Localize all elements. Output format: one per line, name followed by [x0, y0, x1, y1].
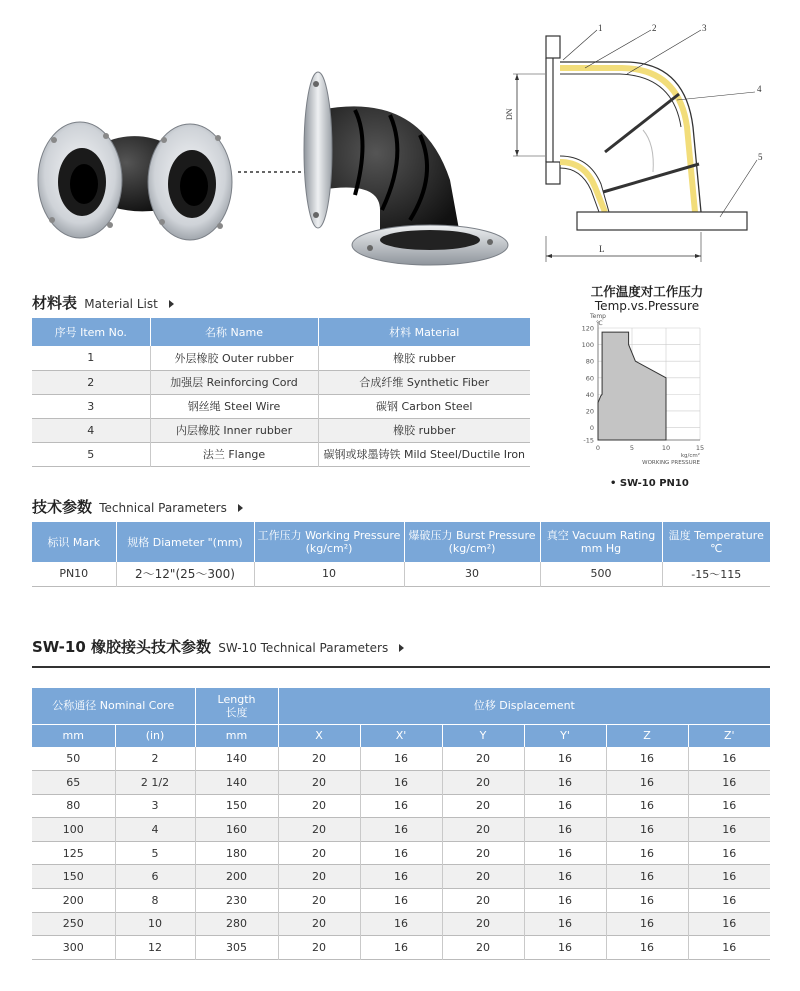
- sw-cell: 16: [524, 912, 606, 936]
- sw-cell: 16: [606, 794, 688, 818]
- sw-cell: 20: [442, 912, 524, 936]
- sw-subheader: X': [360, 724, 442, 747]
- sw-subheader: mm: [32, 724, 115, 747]
- chart-y-axis-unit: ℃: [596, 320, 603, 327]
- table-row: [32, 889, 770, 913]
- chart-y-tick-label: 60: [585, 374, 594, 383]
- sw-cell: 280: [195, 912, 278, 936]
- material-cell: 3: [32, 394, 150, 418]
- material-cell: 1: [32, 346, 150, 370]
- tech-header-temperature: 温度 Temperature ℃: [662, 522, 770, 562]
- diagram-label-5: 5: [758, 152, 763, 162]
- sw-cell: 16: [688, 912, 770, 936]
- chart-y-tick-label: 0: [589, 424, 594, 433]
- sw-cell: 20: [278, 794, 360, 818]
- tech-params-title-en: Technical Parameters: [99, 501, 227, 515]
- material-cell: 内层橡胶 Inner rubber: [150, 418, 318, 442]
- table-row: [32, 771, 770, 795]
- chart-title-en: Temp.vs.Pressure: [594, 299, 700, 313]
- sw-cell: 16: [524, 818, 606, 842]
- tech-cell-mark: PN10: [32, 562, 116, 586]
- material-cell: 4: [32, 418, 150, 442]
- sw-cell: 16: [606, 889, 688, 913]
- material-cell: 钢丝绳 Steel Wire: [150, 394, 318, 418]
- chart-y-tick-label: 20: [585, 407, 594, 416]
- sw-subheader: Y: [442, 724, 524, 747]
- sw-cell: 100: [32, 818, 115, 842]
- chart-y-tick-label: 120: [581, 324, 594, 333]
- tech-cell-temperature: -15～115: [691, 567, 742, 581]
- sw-cell: 20: [442, 936, 524, 960]
- sw-cell: 250: [32, 912, 115, 936]
- material-cell: 橡胶 rubber: [393, 351, 456, 365]
- diagram-l-label: L: [599, 244, 605, 254]
- sw-cell: 16: [722, 893, 737, 907]
- material-cell: 合成纤维 Synthetic Fiber: [318, 370, 530, 394]
- sw-cell: 65: [32, 771, 115, 795]
- sw-cell: 16: [606, 912, 688, 936]
- material-row: [32, 418, 530, 442]
- material-cell: 2: [32, 370, 150, 394]
- sw-cell: 5: [115, 841, 195, 865]
- material-cell: 橡胶 rubber: [318, 418, 530, 442]
- sw-cell: 305: [195, 936, 278, 960]
- sw-cell: 4: [115, 818, 195, 842]
- sw-subheader: Y': [524, 724, 606, 747]
- material-cell: 5: [32, 442, 150, 466]
- tech-cell-diameter: 2～12"(25～300): [116, 562, 254, 586]
- sw-cell: 80: [32, 794, 115, 818]
- sw-cell: 20: [442, 865, 524, 889]
- cross-section-diagram: [505, 22, 775, 267]
- material-list-table: [32, 318, 530, 467]
- sw-cell: 16: [360, 747, 442, 771]
- chart-y-tick-label: -15: [583, 436, 594, 445]
- material-row: [32, 370, 530, 394]
- sw-cell: 20: [442, 771, 524, 795]
- tech-params-heading: [32, 496, 243, 517]
- temp-pressure-chart: [560, 310, 720, 490]
- diagram-dn-label: DN: [505, 108, 514, 120]
- sw-cell: 16: [360, 841, 442, 865]
- table-row: [32, 794, 770, 818]
- sw-cell: 3: [115, 794, 195, 818]
- chart-x-tick-label: 10: [661, 444, 671, 452]
- material-header-material: 材料 Material: [318, 318, 530, 346]
- chart-x-axis-label: WORKING PRESSURE: [642, 460, 700, 466]
- sw-cell: 8: [115, 889, 195, 913]
- tech-cell-burst-pressure: 30: [404, 562, 540, 586]
- sw-cell: 140: [195, 747, 278, 771]
- sw-cell: 20: [442, 841, 524, 865]
- sw-subheader: mm: [195, 724, 278, 747]
- product-photo-front: [30, 110, 240, 250]
- material-header-item: 序号 Item No.: [32, 318, 150, 346]
- material-cell: 碳钢 Carbon Steel: [375, 400, 473, 413]
- sw-cell: 20: [442, 794, 524, 818]
- sw-cell: 2: [115, 747, 195, 771]
- sw-cell: 16: [606, 936, 688, 960]
- sw-cell: 16: [606, 841, 688, 865]
- material-header-name: 名称 Name: [150, 318, 318, 346]
- tech-params-title-cn: 技术参数: [32, 498, 93, 516]
- sw-params-table: [32, 688, 770, 960]
- chart-y-tick-label: 80: [585, 357, 594, 366]
- tech-cell-vacuum: 500: [540, 562, 662, 586]
- sw-cell: 20: [442, 747, 524, 771]
- sw-cell: 2 1/2: [115, 771, 195, 795]
- sw-cell: 16: [524, 841, 606, 865]
- tech-header-burst-pressure: 爆破压力 Burst Pressure (kg/cm²): [404, 522, 540, 562]
- sw-cell: 16: [606, 747, 688, 771]
- sw-cell: 20: [278, 818, 360, 842]
- diagram-label-4: 4: [757, 84, 762, 94]
- sw-cell: 180: [195, 841, 278, 865]
- sw-cell: 16: [524, 865, 606, 889]
- table-row: [32, 912, 770, 936]
- sw-cell: 16: [524, 889, 606, 913]
- sw-params-title-en: SW-10 Technical Parameters: [218, 641, 389, 655]
- table-row: [32, 936, 770, 960]
- material-cell: 加强层 Reinforcing Cord: [150, 370, 318, 394]
- sw-cell: 230: [195, 889, 278, 913]
- sw-cell: 20: [278, 771, 360, 795]
- sw-cell: 140: [195, 771, 278, 795]
- chart-x-axis-unit: kg/cm²: [680, 453, 700, 459]
- sw-cell: 6: [115, 865, 195, 889]
- sw-cell: 16: [606, 771, 688, 795]
- chart-title-cn: 工作温度对工作压力: [590, 284, 704, 299]
- sw-header-length: Length 长度: [195, 688, 278, 724]
- sw-cell: 125: [32, 841, 115, 865]
- diagram-label-2: 2: [652, 23, 657, 33]
- sw-cell: 16: [524, 747, 606, 771]
- material-row: [32, 394, 530, 418]
- triangle-arrow-icon: [169, 300, 174, 308]
- sw-cell: 16: [360, 771, 442, 795]
- material-cell: 法兰 Flange: [150, 442, 318, 466]
- chart-caption: • SW-10 PN10: [610, 478, 689, 489]
- section-divider: [32, 666, 770, 668]
- chart-y-tick-label: 100: [581, 341, 594, 350]
- chart-y-tick-label: 40: [585, 390, 594, 399]
- sw-cell: 16: [722, 752, 737, 766]
- sw-cell: 16: [524, 771, 606, 795]
- material-cell: 外层橡胶 Outer rubber: [150, 346, 318, 370]
- sw-cell: 16: [360, 912, 442, 936]
- chart-x-tick-label: 0: [595, 444, 601, 452]
- sw-cell: 16: [360, 794, 442, 818]
- sw-subheader: X: [278, 724, 360, 747]
- sw-cell: 16: [360, 818, 442, 842]
- sw-cell: 10: [115, 912, 195, 936]
- sw-cell: 150: [195, 794, 278, 818]
- dashed-connector: [238, 170, 308, 174]
- sw-subheader: (in): [115, 724, 195, 747]
- sw-cell: 16: [688, 865, 770, 889]
- sw-subheader: Z: [606, 724, 688, 747]
- table-row: [32, 747, 770, 771]
- sw-cell: 20: [278, 936, 360, 960]
- sw-subheader: Z': [688, 724, 770, 747]
- sw-header-displacement: 位移 Displacement: [278, 688, 770, 724]
- sw-cell: 160: [195, 818, 278, 842]
- table-row: [32, 818, 770, 842]
- sw-cell: 16: [606, 865, 688, 889]
- material-cell: 碳钢或球墨铸铁 Mild Steel/Ductile Iron: [323, 448, 526, 461]
- sw-cell: 20: [278, 841, 360, 865]
- material-row: [32, 346, 530, 370]
- chart-title: [572, 282, 722, 313]
- sw-cell: 20: [278, 889, 360, 913]
- material-list-title-en: Material List: [84, 297, 158, 311]
- table-row: [32, 865, 770, 889]
- tech-params-table: [32, 522, 770, 587]
- tech-header-diameter: 规格 Diameter "(mm): [116, 522, 254, 562]
- sw-cell: 200: [195, 865, 278, 889]
- sw-cell: 20: [278, 865, 360, 889]
- tech-header-working-pressure: 工作压力 Working Pressure (kg/cm²): [254, 522, 404, 562]
- material-list-title-cn: 材料表: [32, 294, 78, 312]
- sw-cell: 200: [32, 889, 115, 913]
- material-row: [32, 442, 530, 466]
- sw-params-title-cn: SW-10 橡胶接头技术参数: [32, 638, 211, 656]
- table-row: [32, 841, 770, 865]
- sw-cell: 20: [278, 747, 360, 771]
- sw-cell: 16: [688, 771, 770, 795]
- chart-y-axis-label: Temp: [590, 313, 606, 320]
- diagram-label-1: 1: [598, 23, 603, 33]
- sw-cell: 16: [524, 936, 606, 960]
- material-list-heading: [32, 292, 174, 313]
- tech-header-mark: 标识 Mark: [32, 522, 116, 562]
- sw-header-nominal: 公称通径 Nominal Core: [32, 688, 195, 724]
- sw-cell: 16: [360, 936, 442, 960]
- sw-cell: 16: [722, 941, 737, 955]
- sw-cell: 16: [360, 889, 442, 913]
- sw-cell: 20: [442, 889, 524, 913]
- sw-cell: 16: [524, 794, 606, 818]
- sw-cell: 20: [278, 912, 360, 936]
- sw-cell: 16: [688, 818, 770, 842]
- sw-cell: 16: [722, 799, 737, 813]
- sw-cell: 20: [442, 818, 524, 842]
- sw-cell: 12: [115, 936, 195, 960]
- product-photo-elbow: [300, 70, 510, 275]
- chart-x-tick-label: 15: [695, 444, 705, 452]
- chart-x-tick-label: 5: [629, 444, 635, 452]
- diagram-label-3: 3: [702, 23, 707, 33]
- triangle-arrow-icon: [238, 504, 243, 512]
- sw-cell: 50: [32, 747, 115, 771]
- triangle-arrow-icon: [399, 644, 404, 652]
- sw-cell: 150: [32, 865, 115, 889]
- sw-cell: 16: [722, 846, 737, 860]
- sw-cell: 16: [360, 865, 442, 889]
- sw-cell: 16: [606, 818, 688, 842]
- tech-header-vacuum: 真空 Vacuum Rating mm Hg: [540, 522, 662, 562]
- sw-cell: 300: [32, 936, 115, 960]
- sw-params-heading: [32, 636, 404, 657]
- tech-cell-working-pressure: 10: [254, 562, 404, 586]
